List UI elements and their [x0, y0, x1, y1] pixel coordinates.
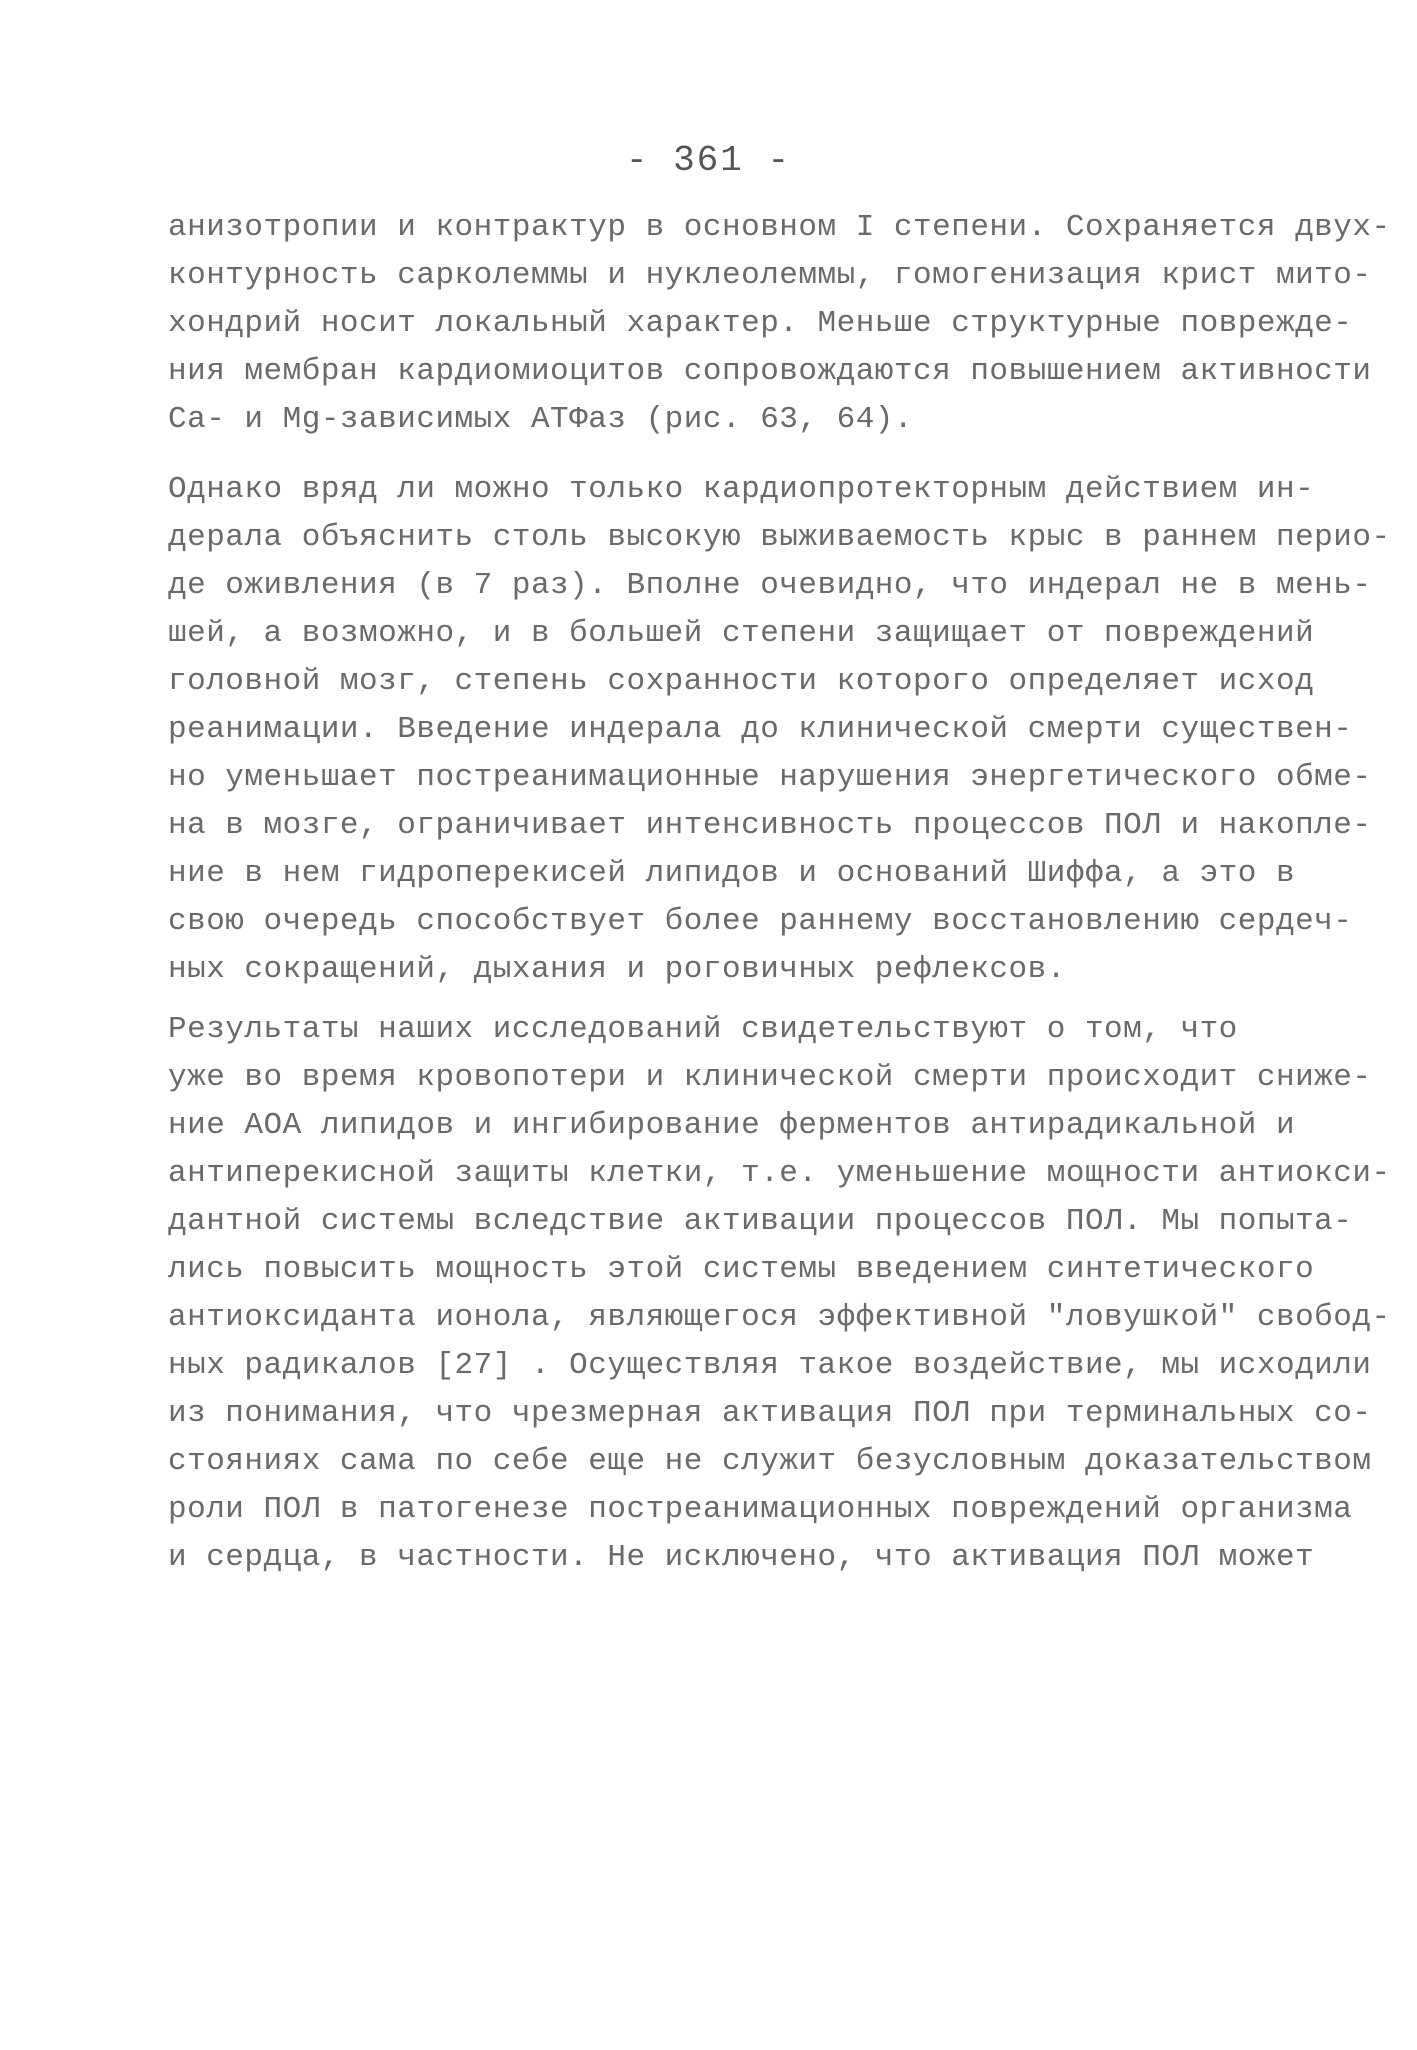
text-line: контурность сарколеммы и нуклеолеммы, гомогенизация крист мито-	[168, 258, 1372, 293]
text-line: антиоксиданта ионола, являющегося эффективной "ловушкой" свобод-	[168, 1300, 1391, 1335]
text-line: ных сокращений, дыхания и роговичных рефлексов.	[168, 952, 1066, 987]
text-line: ных радикалов [27] . Осуществляя такое воздействие, мы исходили	[168, 1348, 1372, 1383]
text-line: и сердца, в частности. Не исключено, что активация ПОЛ может	[168, 1540, 1315, 1575]
text-line: ния мембран кардиомиоцитов сопровождаются повышением активности	[168, 354, 1372, 389]
text-line: лись повысить мощность этой системы введением синтетического	[168, 1252, 1315, 1287]
page-number: - 361 -	[625, 140, 792, 181]
text-line: де оживления (в 7 раз). Вполне очевидно, что индерал не в мень-	[168, 568, 1372, 603]
paragraph-start-line: Однако вряд ли можно только кардиопротекторным действием ин-	[168, 472, 1315, 507]
text-line: реанимации. Введение индерала до клинической смерти существен-	[168, 712, 1353, 747]
text-line: но уменьшает постреанимационные нарушения энергетического обме-	[168, 760, 1372, 795]
text-line: ние АОА липидов и ингибирование ферментов антирадикальной и	[168, 1108, 1296, 1143]
text-line: шей, а возможно, и в большей степени защищает от повреждений	[168, 616, 1315, 651]
text-line: ние в нем гидроперекисей липидов и оснований Шиффа, а это в	[168, 856, 1296, 891]
text-line: на в мозге, ограничивает интенсивность процессов ПОЛ и накопле-	[168, 808, 1372, 843]
text-line: дантной системы вследствие активации процессов ПОЛ. Мы попыта-	[168, 1204, 1353, 1239]
paragraph-start-line: Результаты наших исследований свидетельствуют о том, что	[168, 1012, 1238, 1047]
text-line: роли ПОЛ в патогенезе постреанимационных повреждений организма	[168, 1492, 1353, 1527]
text-line: анизотропии и контрактур в основном I степени. Сохраняется двух-	[168, 210, 1391, 245]
text-line: свою очередь способствует более раннему восстановлению сердеч-	[168, 904, 1353, 939]
text-line: Ca- и Mg-зависимых АТФаз (рис. 63, 64).	[168, 402, 914, 437]
text-line: головной мозг, степень сохранности которого определяет исход	[168, 664, 1315, 699]
text-line: уже во время кровопотери и клинической смерти происходит сниже-	[168, 1060, 1372, 1095]
text-line: хондрий носит локальный характер. Меньше структурные поврежде-	[168, 306, 1353, 341]
text-line: антиперекисной защиты клетки, т.е. уменьшение мощности антиокси-	[168, 1156, 1391, 1191]
text-line: стояниях сама по себе еще не служит безусловным доказательством	[168, 1444, 1372, 1479]
text-line: из понимания, что чрезмерная активация ПОЛ при терминальных со-	[168, 1396, 1372, 1431]
text-line: дерала объяснить столь высокую выживаемость крыс в раннем перио-	[168, 520, 1391, 555]
